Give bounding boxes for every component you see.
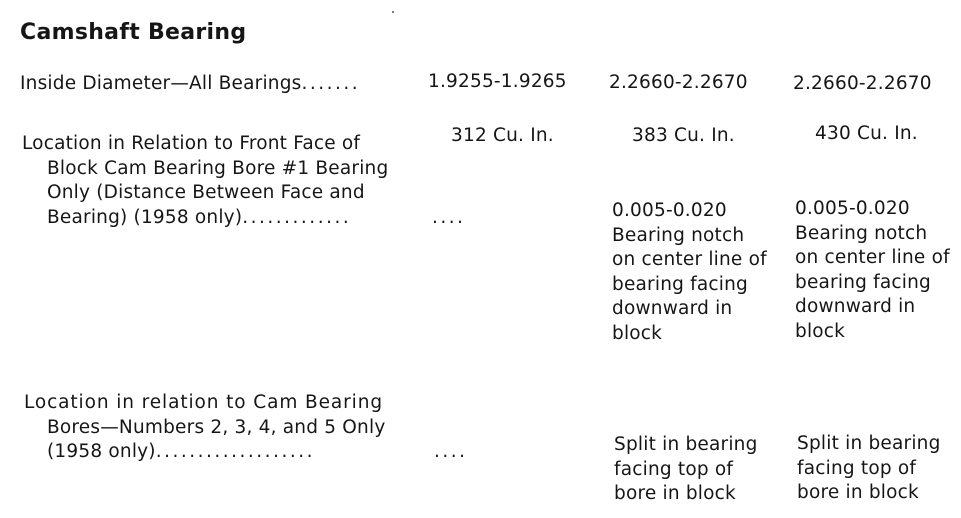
spec-line: bore in block (797, 482, 919, 503)
spec-line: Bearing notch (795, 222, 928, 244)
location-front-label (22, 132, 388, 230)
inside-diameter-label: Inside Diameter—All Bearings (20, 73, 302, 94)
spec-line: 0.005-0.020 (795, 198, 910, 219)
spec-line: downward in (795, 296, 916, 317)
location-bores-label-last: (1958 only) (47, 441, 156, 462)
location-front-label-line: Block Cam Bearing Bore #1 Bearing (47, 157, 389, 179)
location-bores-label-line: Location in relation to Cam Bearing (24, 392, 383, 413)
engine-label-383: 383 Cu. In. (632, 125, 735, 146)
location-bores-spec-430 (797, 432, 941, 506)
spec-line: facing top of (797, 457, 917, 479)
location-front-spec-383 (612, 199, 767, 346)
location-front-leader: ............. (242, 206, 352, 228)
location-front-label-line (47, 206, 388, 231)
location-front-spec-430 (795, 197, 950, 344)
inside-diameter-value-430: 2.2660-2.2670 (793, 73, 932, 94)
spec-line: downward in (612, 298, 733, 319)
spec-line: facing top of (614, 458, 734, 480)
section-title: Camshaft Bearing (20, 20, 247, 45)
location-bores-label-line: Bores—Numbers 2, 3, 4, and 5 Only (47, 416, 386, 438)
inside-diameter-value-383: 2.2660-2.2670 (609, 72, 748, 93)
spec-line: on center line of (612, 249, 767, 270)
engine-label-312: 312 Cu. In. (451, 125, 554, 146)
location-bores-label-line (47, 440, 385, 465)
location-bores-leader-mid: .... (434, 441, 468, 462)
spec-line: Split in bearing (614, 434, 758, 455)
inside-diameter-value-312: 1.9255-1.9265 (428, 71, 567, 92)
spec-line: Split in bearing (797, 433, 941, 454)
spec-line: 0.005-0.020 (612, 200, 727, 221)
location-bores-leader: ................... (155, 441, 315, 462)
scan-speck (392, 11, 394, 13)
inside-diameter-leader: ....... (301, 73, 361, 94)
spec-line: bearing facing (612, 273, 748, 295)
location-front-label-last: Bearing) (1958 only) (47, 206, 243, 228)
spec-line: on center line of (795, 247, 950, 268)
spec-line: bore in block (614, 483, 736, 504)
location-bores-label (24, 391, 385, 465)
spec-line: bearing facing (795, 271, 931, 293)
spec-line: block (795, 320, 846, 342)
location-front-label-line: Only (Distance Between Face and (47, 182, 365, 203)
spec-line: block (612, 322, 663, 344)
inside-diameter-row-label (20, 72, 360, 96)
location-front-leader-mid: .... (432, 207, 466, 228)
location-front-label-line: Location in Relation to Front Face of (22, 133, 361, 154)
engine-label-430: 430 Cu. In. (815, 123, 918, 144)
spec-line: Bearing notch (612, 224, 745, 246)
location-bores-spec-383 (614, 433, 758, 507)
